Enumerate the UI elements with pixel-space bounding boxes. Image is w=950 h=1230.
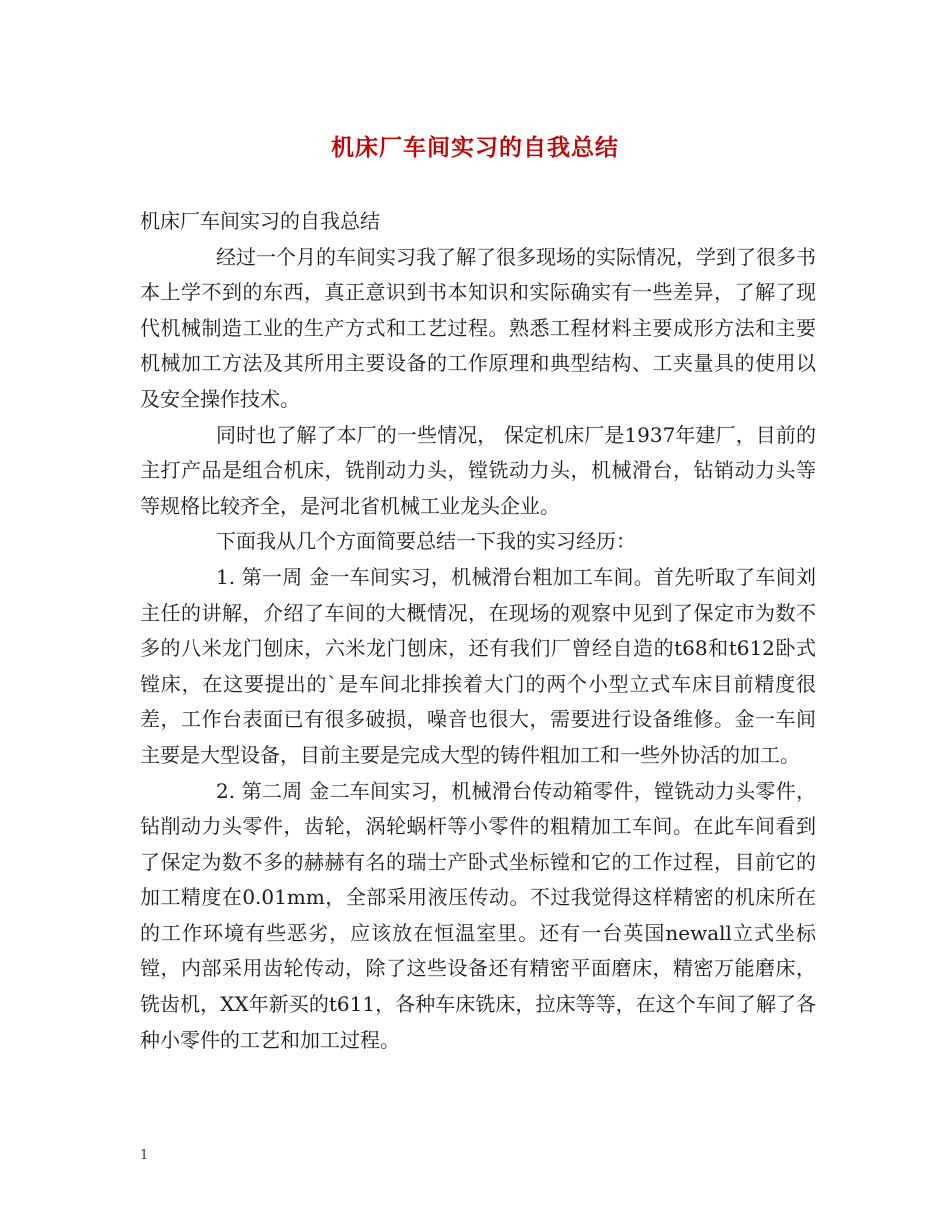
- paragraph-intro: 经过一个月的车间实习我了解了很多现场的实际情况，学到了很多书本上学不到的东西，真正意识到书本知识和实际确实有一些差异，了解了现代机械制造工业的生产方式和工艺过程。熟悉工程材料主要成形方法和主要机械加工方法及其所用主要设备的工作原理和典型结构、工夹量具的使用以及安全操作技术。: [140, 244, 816, 411]
- page-number: 1: [140, 1148, 149, 1163]
- paragraph-week-1: 1. 第一周 金一车间实习，机械滑台粗加工车间。首先听取了车间刘主任的讲解，介绍了车间的大概情况，在现场的观察中见到了保定市为数不多的八米龙门刨床，六米龙门刨床，还有我们厂曾经自造的t68和t612卧式镗床，在这要提出的`是车间北排挨着大门的两个小型立式车床目前精度很差，工作台表面已有很多破损，噪音也很大，需要进行设备维修。金一车间主要是大型设备，目前主要是完成大型的铸件粗加工和一些外协活的加工。: [140, 564, 816, 767]
- document-body: [140, 204, 816, 1058]
- paragraph-week-2: 2. 第二周 金二车间实习，机械滑台传动箱零件，镗铣动力头零件，钻削动力头零件，齿轮，涡轮蜗杆等小零件的粗精加工车间。在此车间看到了保定为数不多的赫赫有名的瑞士产卧式坐标镗和它的工作过程，目前它的加工精度在0.01mm，全部采用液压传动。不过我觉得这样精密的机床所在的工作环境有些恶劣，应该放在恒温室里。还有一台英国newall立式坐标镗，内部采用齿轮传动，除了这些设备还有精密平面磨床，精密万能磨床，铣齿机，XX年新买的t611，各种车床铣床，拉床等等，在这个车间了解了各种小零件的工艺和加工过程。: [140, 778, 816, 1052]
- paragraph-summary-lead: 下面我从几个方面简要总结一下我的实习经历：: [216, 529, 636, 554]
- document-title: 机床厂车间实习的自我总结: [331, 134, 619, 161]
- document-subtitle: 机床厂车间实习的自我总结: [140, 209, 380, 233]
- paragraph-factory-info: 同时也了解了本厂的一些情况， 保定机床厂是1937年建厂，目前的主打产品是组合机床，铣削动力头，镗铣动力头，机械滑台，钻销动力头等等规格比较齐全，是河北省机械工业龙头企业。: [140, 422, 816, 518]
